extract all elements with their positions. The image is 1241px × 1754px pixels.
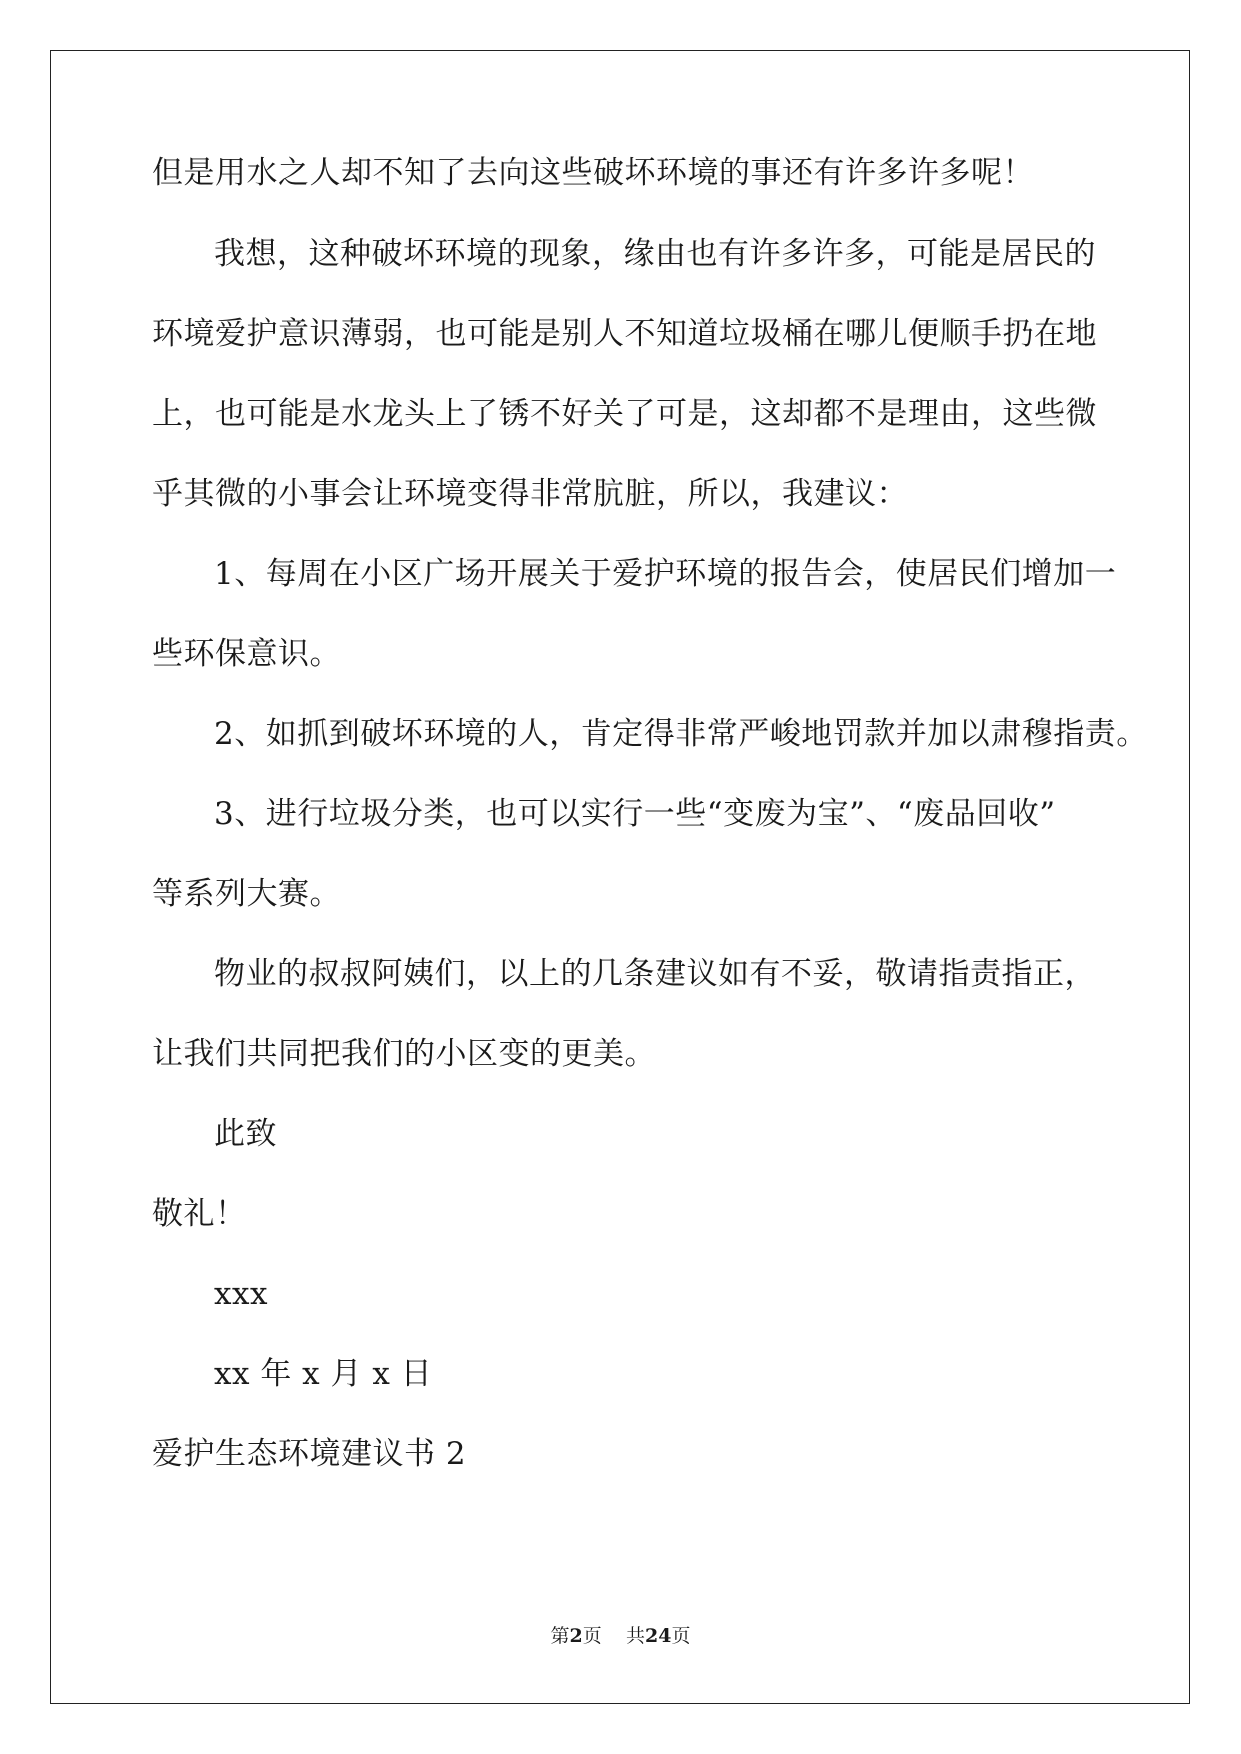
suggestion-item-1: 1、每周在小区广场开展关于爱护环境的报告会，使居民们增加一 — [214, 556, 1117, 592]
paragraph-line: 上，也可能是水龙头上了锈不好关了可是，这却都不是理由，这些微 — [152, 396, 1097, 432]
suggestion-item-3: 3、进行垃圾分类，也可以实行一些“变废为宝”、“废品回收” — [214, 796, 1056, 832]
paragraph-line: 我想，这种破坏环境的现象，缘由也有许多许多，可能是居民的 — [214, 236, 1096, 272]
paragraph-line: 物业的叔叔阿姨们，以上的几条建议如有不妥，敬请指责指正， — [214, 956, 1096, 992]
page-number: 2 — [569, 1625, 583, 1647]
total-prefix: 共 — [625, 1625, 645, 1647]
closing-line: 此致 — [214, 1116, 277, 1152]
paragraph-line: 环境爱护意识薄弱，也可能是别人不知道垃圾桶在哪儿便顺手扔在地 — [152, 316, 1097, 352]
paragraph-line: 但是用水之人却不知了去向这些破坏环境的事还有许多许多呢！ — [152, 155, 1034, 191]
signature-name: xxx — [214, 1276, 268, 1312]
signature-date: xx 年 x 月 x 日 — [214, 1356, 433, 1392]
paragraph-line: 让我们共同把我们的小区变的更美。 — [152, 1036, 656, 1072]
salutation-line: 敬礼！ — [152, 1196, 247, 1232]
paragraph-line: 乎其微的小事会让环境变得非常肮脏，所以，我建议： — [152, 476, 908, 512]
total-suffix: 页 — [671, 1625, 691, 1647]
total-pages: 24 — [644, 1625, 672, 1647]
page-prefix: 第 — [550, 1625, 570, 1647]
paragraph-line: 些环保意识。 — [152, 636, 341, 672]
suggestion-item-2: 2、如抓到破坏环境的人，肯定得非常严峻地罚款并加以肃穆指责。 — [214, 716, 1148, 752]
section-heading: 爱护生态环境建议书 2 — [152, 1436, 467, 1472]
page-footer — [0, 1624, 1241, 1648]
paragraph-line: 等系列大赛。 — [152, 876, 341, 912]
page-suffix: 页 — [582, 1625, 602, 1647]
